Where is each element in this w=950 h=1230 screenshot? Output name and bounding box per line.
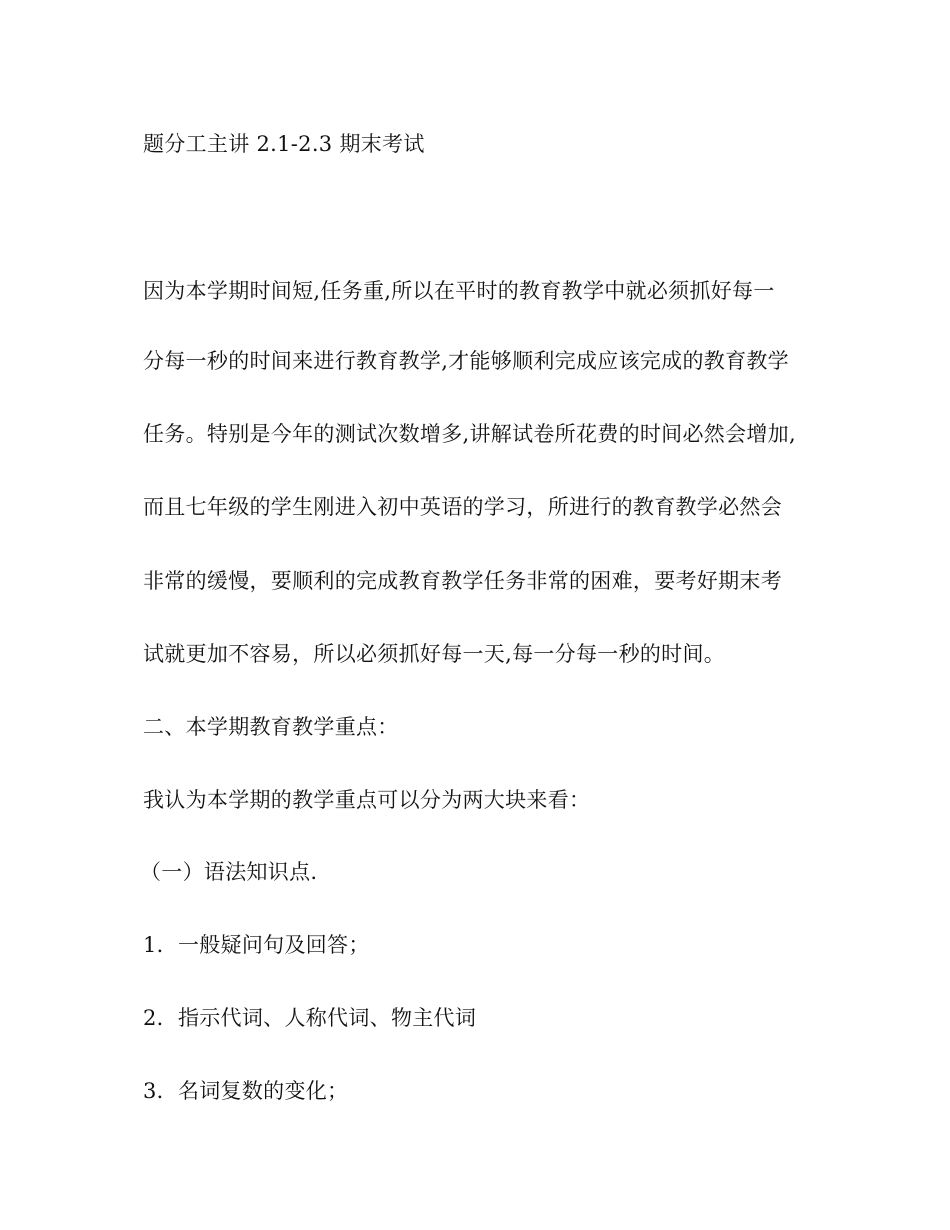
paragraph-line: 我认为本学期的教学重点可以分为两大块来看： (143, 788, 591, 812)
paragraph-line: 试就更加不容易，所以必须抓好每一天,每一分每一秒的时间。 (143, 642, 726, 666)
subsection-heading: （一）语法知识点. (140, 860, 318, 884)
list-item: 2．指示代词、人称代词、物主代词 (143, 1006, 477, 1030)
list-item: 3．名词复数的变化； (143, 1079, 349, 1103)
list-item: 1．一般疑问句及回答； (143, 933, 370, 957)
paragraph-line: 而且七年级的学生刚进入初中英语的学习，所进行的教育教学必然会 (143, 495, 782, 519)
paragraph-line: 任务。特别是今年的测试次数增多,讲解试卷所花费的时间必然会增加, (143, 422, 796, 446)
plan-heading-line: 题分工主讲 2.1-2.3 期末考试 (143, 132, 425, 156)
paragraph-line: 非常的缓慢，要顺利的完成教育教学任务非常的困难，要考好期末考 (143, 569, 782, 593)
paragraph-line: 因为本学期时间短,任务重,所以在平时的教育教学中就必须抓好每一 (143, 279, 775, 303)
paragraph-line: 分每一秒的时间来进行教育教学,才能够顺利完成应该完成的教育教学 (143, 349, 789, 373)
section-heading: 二、本学期教育教学重点： (143, 715, 399, 739)
